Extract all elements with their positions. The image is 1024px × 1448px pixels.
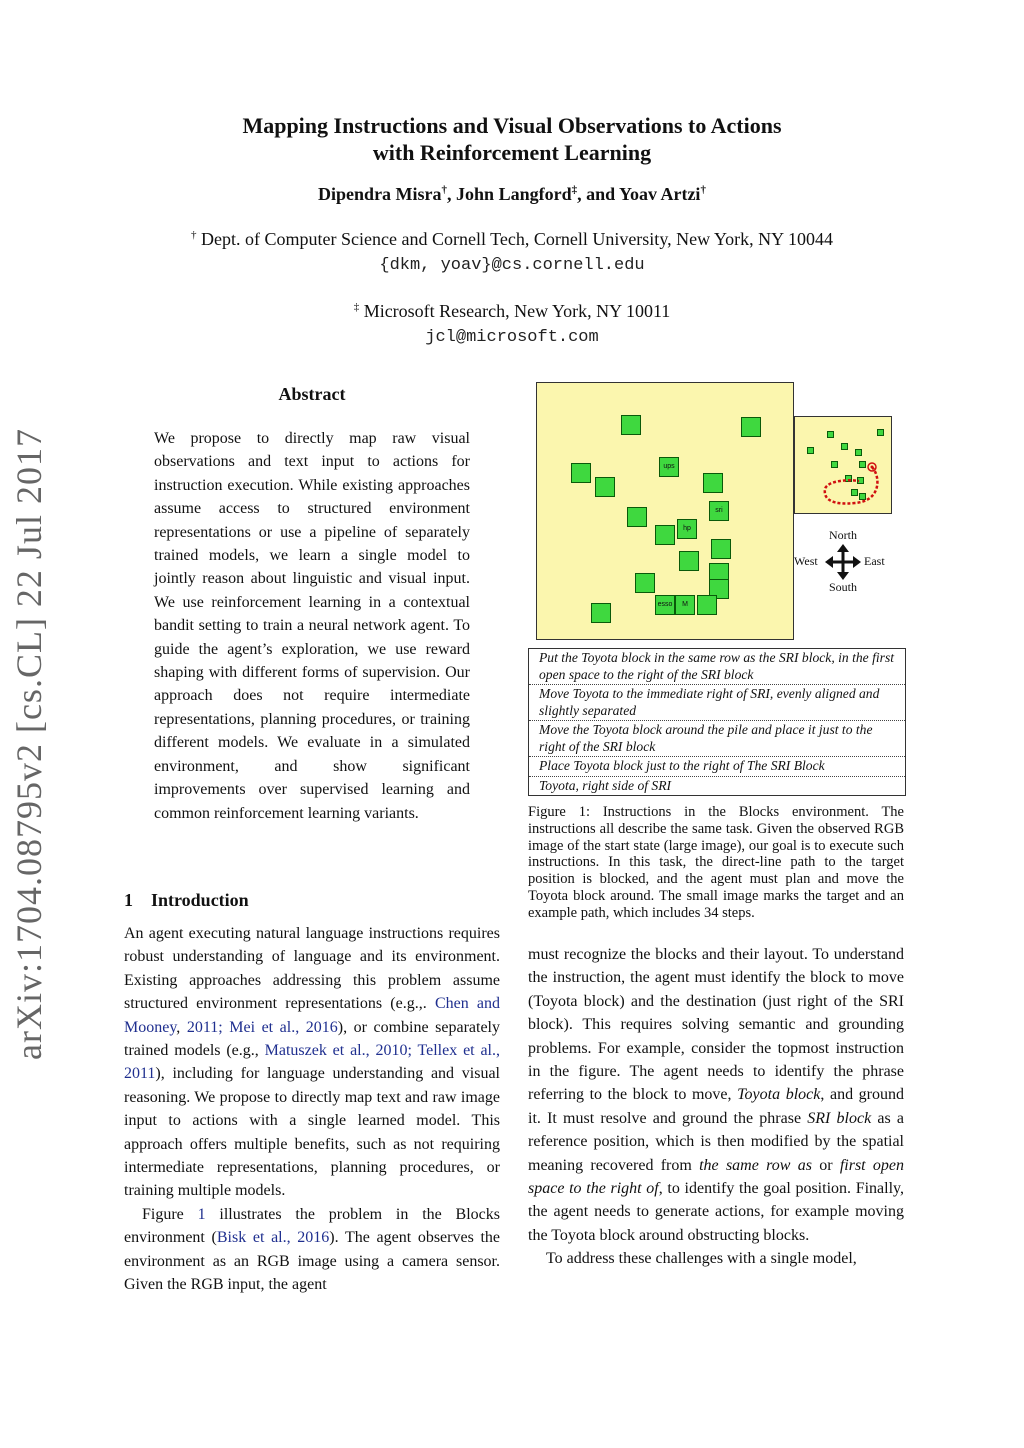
environment-block: [591, 603, 611, 623]
environment-block: [703, 473, 723, 493]
author-list: [0, 184, 1024, 205]
target-path-image-small: [794, 416, 892, 514]
environment-block-mcdonalds: M: [675, 595, 695, 615]
section-number: 1: [124, 890, 133, 910]
environment-block: [621, 415, 641, 435]
environment-block-hp: hp: [677, 519, 697, 539]
emphasis-text: the same row as: [699, 1156, 812, 1174]
compass: [794, 528, 906, 598]
citation-link[interactable]: Chen and Mooney: [124, 995, 501, 1036]
section-title: Introduction: [151, 890, 249, 910]
instruction-row: Move the Toyota block around the pile and place it just to the right of the SRI block: [529, 721, 905, 757]
email-2[interactable]: jcl@microsoft.com: [425, 328, 599, 347]
text-run: ), including for language understanding and visual reasoning. We propose to directly map text and raw image input to actions with a single learned model. This approach offers multiple benefits, such as not requiring intermediate representations, planning procedures, or training multiple models.: [124, 1065, 500, 1200]
environment-image-large: [536, 382, 794, 640]
instruction-row: Put the Toyota block in the same row as the SRI block, in the first open space to the right of the SRI block: [529, 649, 905, 685]
instructions-table: [528, 648, 906, 796]
email-1[interactable]: {dkm, yoav}@cs.cornell.edu: [379, 256, 645, 275]
compass-east: East: [864, 554, 885, 568]
citation-link[interactable]: 2011; Mei et al., 2016: [186, 1018, 338, 1036]
environment-block: [697, 595, 717, 615]
example-path: [825, 467, 878, 503]
author-3-mark: †: [700, 184, 706, 196]
author-1: Dipendra Misra: [318, 184, 442, 204]
emphasis-text: first open space to the right of: [528, 1156, 905, 1198]
emphasis-text: SRI block: [807, 1109, 872, 1127]
author-1-mark: †: [441, 184, 448, 196]
environment-block-sri: sri: [709, 501, 729, 521]
arxiv-identifier: arXiv:1704.08795v2 [cs.CL] 22 Jul 2017: [9, 428, 49, 1060]
right-paragraph-2: To address these challenges with a single model,: [546, 1250, 857, 1268]
compass-north: North: [829, 528, 857, 542]
author-3: Yoav Artzi: [618, 184, 701, 204]
text-run: must recognize the blocks and their layout. To understand the instruction, the agent must identify the block to move (Toyota block) and the destination (just right of the SRI block). This requires solving semantic and grounding problems. For example, consider the topmost instruction in the figure. The agent needs to identify the phrase referring to the block to move,: [528, 946, 904, 1104]
figure-reference-link[interactable]: 1: [197, 1205, 206, 1223]
text-run: ,: [176, 1018, 187, 1036]
title-line-1: Mapping Instructions and Visual Observations to Actions: [242, 113, 782, 138]
author-sep-1: ,: [447, 184, 457, 204]
citation-link[interactable]: Matuszek et al., 2010; Tellex et al., 2011: [124, 1042, 501, 1083]
target-marker-dot: [871, 466, 874, 469]
intro-paragraph-2: [124, 1203, 500, 1297]
instruction-row: Place Toyota block just to the right of The SRI Block: [529, 757, 905, 777]
environment-block-ups: ups: [659, 457, 679, 477]
intro-paragraph-1: [124, 922, 500, 1203]
environment-block-esso: esso: [655, 595, 675, 615]
affiliation-2-mark: ‡: [353, 301, 360, 313]
environment-block: [741, 417, 761, 437]
environment-block: [627, 507, 647, 527]
affiliation-1: [0, 229, 1024, 250]
environment-block: [711, 539, 731, 559]
environment-block: [655, 525, 675, 545]
text-run: An agent executing natural language instructions requires robust understanding of language and its environment. Existing approaches addressing this problem assume structured environment representations (e.g.,.: [124, 925, 500, 1013]
compass-arrows-icon: [825, 544, 861, 580]
author-2-mark: ‡: [571, 184, 578, 196]
section-heading-introduction: [124, 890, 249, 911]
affiliation-2: [0, 301, 1024, 322]
compass-south: South: [828, 580, 857, 594]
intro-column-left: [124, 922, 500, 1297]
text-run: ). The agent observes the environment as an RGB image using a camera sensor. Given the RGB input, the agent: [124, 1229, 501, 1294]
environment-block: [679, 551, 699, 571]
environment-block: [635, 573, 655, 593]
intro-column-right: [528, 943, 904, 1271]
text-run: , and ground it. It must resolve and ground the phrase: [528, 1086, 904, 1127]
text-run: ), or combine separately trained models (e.g.,: [124, 1018, 500, 1060]
text-run: or: [811, 1156, 840, 1174]
affiliation-2-text: Microsoft Research, New York, NY 10011: [363, 301, 671, 321]
title-line-2: with Reinforcement Learning: [372, 140, 652, 165]
example-path-overlay: [795, 417, 891, 513]
environment-block: [571, 463, 591, 483]
instruction-row: Move Toyota to the immediate right of SRI, evenly aligned and slightly separated: [529, 685, 905, 721]
instruction-row: Toyota, right side of SRI: [539, 777, 672, 793]
text-run: Figure: [142, 1205, 198, 1223]
environment-block: [595, 477, 615, 497]
author-sep-2: , and: [577, 184, 619, 204]
emphasis-text: Toyota block: [737, 1086, 821, 1104]
text-run: , to identify the goal position. Finally, the agent needs to generate actions, for example moving the Toyota block around obstructing blocks.: [528, 1180, 905, 1244]
affiliation-1-text: Dept. of Computer Science and Cornell Tech, Cornell University, New York, NY 10044: [201, 229, 833, 249]
text-run: illustrates the problem in the Blocks environment (: [124, 1205, 500, 1247]
right-paragraph-1: [528, 943, 904, 1247]
author-2: John Langford: [456, 184, 572, 204]
text-run: as a reference position, which is then modified by the spatial meaning recovered from: [528, 1109, 905, 1174]
affiliation-1-mark: †: [191, 229, 197, 241]
figure-caption: Figure 1: Instructions in the Blocks environment. The instructions all describe the same task. Given the observed RGB image of the start state (large image), our goal is to execute such instructions. In this task, the direct-line path to the target position is blocked, and the agent must plan and move the Toyota block around. The small image marks the target and an example path, which includes 34 steps.: [528, 804, 904, 921]
citation-link[interactable]: Bisk et al., 2016: [216, 1229, 330, 1247]
paper-title: [0, 112, 1024, 166]
abstract-text: We propose to directly map raw visual observations and text input to actions for instruction execution. While existing approaches assume access to structured environment representations or use a pipeline of separately trained models, we learn a single model to jointly reason about linguistic and visual input. We use reinforcement learning in a contextual bandit setting to train a neural network agent. To guide the agent’s exploration, we use reward shaping with different forms of supervision. Our approach does not require intermediate representations, planning procedures, or training different models. We evaluate in a simulated environment, and show significant improvements over supervised learning and common reinforcement learning variants.: [154, 430, 470, 822]
abstract-heading: Abstract: [278, 384, 346, 404]
compass-west: West: [794, 554, 818, 568]
